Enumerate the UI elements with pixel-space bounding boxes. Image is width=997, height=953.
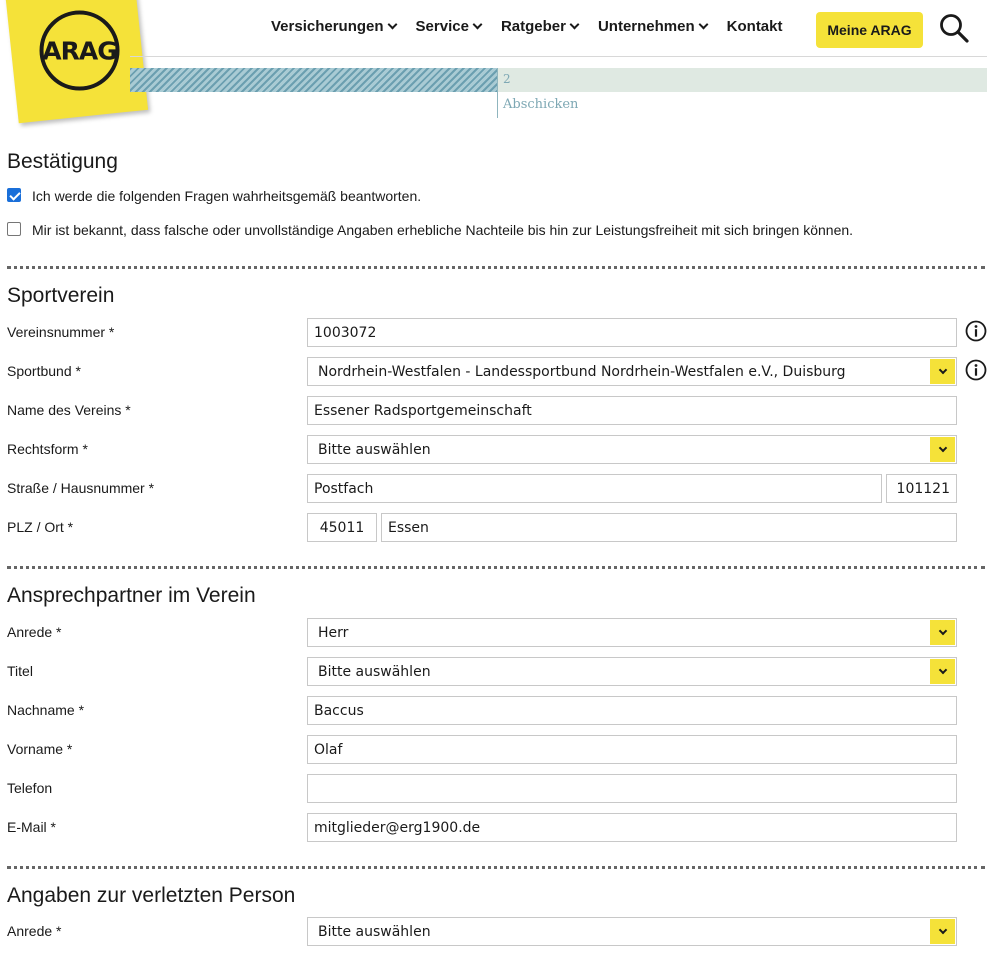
nav-ratgeber[interactable] — [501, 18, 578, 35]
step-number: 2 — [503, 72, 511, 86]
verletzte-anrede-select[interactable] — [307, 917, 957, 946]
titel-label: Titel — [7, 663, 33, 679]
chevron-down-icon — [570, 20, 580, 30]
vereinsnummer-input[interactable]: 1003072 — [307, 318, 957, 347]
section-divider — [7, 266, 985, 269]
nav-versicherungen[interactable] — [271, 18, 396, 35]
section-title-bestaetigung: Bestätigung — [7, 150, 118, 173]
vorname-input[interactable]: Olaf — [307, 735, 957, 764]
confirm-checkbox-1[interactable] — [7, 188, 21, 202]
dropdown-arrow[interactable] — [930, 659, 955, 684]
nav-label: Versicherungen — [271, 18, 384, 35]
header-divider — [130, 56, 987, 57]
chevron-down-icon — [938, 444, 946, 452]
sportbund-select[interactable] — [307, 357, 957, 386]
info-icon[interactable] — [965, 359, 987, 381]
nav-unternehmen[interactable] — [598, 18, 707, 35]
chevron-down-icon — [387, 20, 397, 30]
nav-kontakt[interactable] — [727, 18, 783, 35]
dropdown-arrow[interactable] — [930, 359, 955, 384]
nachname-label: Nachname * — [7, 702, 85, 718]
logo-text: ARAG — [40, 11, 120, 91]
nav-label: Ratgeber — [500, 18, 566, 35]
dropdown-arrow[interactable] — [930, 919, 955, 944]
chevron-down-icon — [698, 20, 708, 30]
section-title-verletzte-person: Angaben zur verletzten Person — [7, 884, 296, 907]
hausnummer-input[interactable]: 101121 — [886, 474, 957, 503]
nav-label: Unternehmen — [597, 18, 695, 35]
plz-input[interactable]: 45011 — [307, 513, 377, 542]
section-title-sportverein: Sportverein — [7, 284, 115, 307]
anrede-label: Anrede * — [7, 624, 62, 640]
confirm-row-2 — [7, 222, 853, 238]
nav-label: Kontakt — [726, 18, 783, 35]
chevron-down-icon — [938, 666, 946, 674]
rechtsform-value: Bitte auswählen — [318, 441, 431, 458]
rechtsform-label: Rechtsform * — [7, 441, 88, 457]
section-title-ansprechpartner: Ansprechpartner im Verein — [7, 584, 256, 607]
confirm-label-2: Mir ist bekannt, dass falsche oder unvollständige Angaben erhebliche Nachteile bis hin zur Leistungsfreiheit mit sich bringen können. — [32, 222, 854, 238]
progress-todo — [497, 68, 987, 92]
main-nav — [271, 18, 803, 35]
verletzte-anrede-value: Bitte auswählen — [318, 923, 431, 940]
vereinsname-label: Name des Vereins * — [7, 402, 131, 418]
confirm-checkbox-2[interactable] — [7, 222, 21, 236]
strasse-input[interactable]: Postfach — [307, 474, 882, 503]
rechtsform-select[interactable] — [307, 435, 957, 464]
anrede-value: Herr — [318, 624, 349, 641]
chevron-down-icon — [938, 366, 946, 374]
confirm-label-1: Ich werde die folgenden Fragen wahrheitsgemäß beantworten. — [32, 188, 422, 204]
nav-service[interactable] — [416, 18, 481, 35]
vereinsnummer-label: Vereinsnummer * — [7, 324, 115, 340]
dropdown-arrow[interactable] — [930, 620, 955, 645]
dropdown-arrow[interactable] — [930, 437, 955, 462]
telefon-input[interactable] — [307, 774, 957, 803]
nachname-input[interactable]: Baccus — [307, 696, 957, 725]
section-divider — [7, 866, 985, 869]
email-label: E-Mail * — [7, 819, 57, 835]
sportbund-value: Nordrhein-Westfalen - Landessportbund Nordrhein-Westfalen e.V., Duisburg — [318, 363, 846, 380]
vereinsname-input[interactable]: Essener Radsportgemeinschaft — [307, 396, 957, 425]
info-icon[interactable] — [965, 320, 987, 342]
chevron-down-icon — [472, 20, 482, 30]
search-icon[interactable] — [938, 12, 970, 44]
arag-logo[interactable] — [5, 0, 148, 123]
progress-step-divider — [497, 68, 498, 118]
ort-input[interactable]: Essen — [381, 513, 957, 542]
plz-ort-label: PLZ / Ort * — [7, 519, 74, 535]
vorname-label: Vorname * — [7, 741, 73, 757]
section-divider — [7, 566, 985, 569]
meine-arag-button[interactable]: Meine ARAG — [816, 12, 923, 48]
titel-value: Bitte auswählen — [318, 663, 431, 680]
telefon-label: Telefon — [7, 780, 53, 796]
step-label: Abschicken — [503, 97, 579, 112]
chevron-down-icon — [938, 926, 946, 934]
email-input[interactable]: mitglieder@erg1900.de — [307, 813, 957, 842]
chevron-down-icon — [938, 627, 946, 635]
verletzte-anrede-label: Anrede * — [7, 923, 62, 939]
strasse-label: Straße / Hausnummer * — [7, 480, 155, 496]
titel-select[interactable] — [307, 657, 957, 686]
anrede-select[interactable] — [307, 618, 957, 647]
progress-done — [130, 68, 497, 92]
nav-label: Service — [415, 18, 469, 35]
sportbund-label: Sportbund * — [7, 363, 81, 379]
confirm-row-1 — [7, 188, 421, 204]
